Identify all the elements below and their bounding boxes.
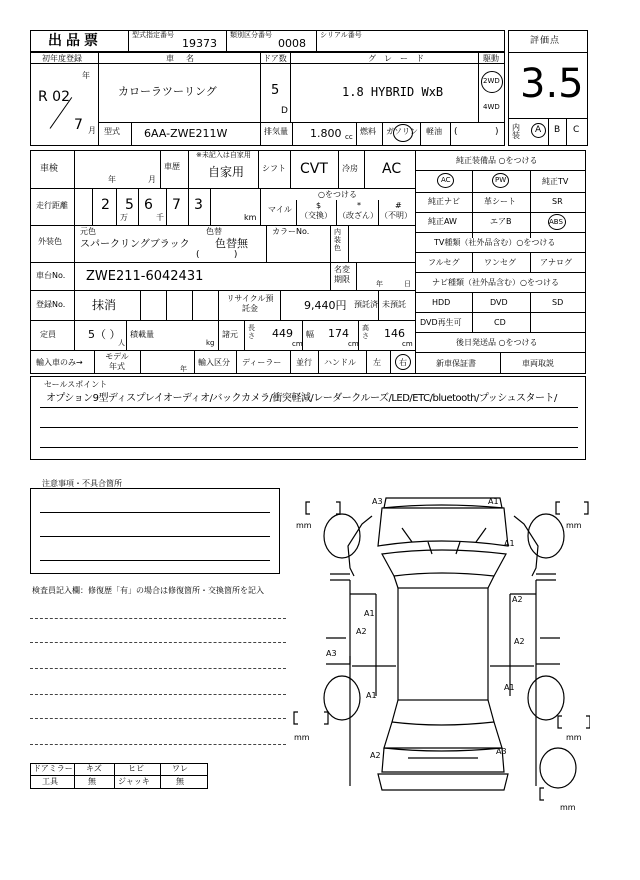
length-cm: cm [292, 340, 303, 348]
mm-spare: mm [560, 803, 576, 812]
width-label: 幅 [306, 330, 314, 339]
length-label: 長さ [248, 324, 255, 340]
type-no: 19373 [182, 37, 217, 50]
dims-label: 諸元 [222, 330, 238, 339]
mm-fr: mm [566, 521, 582, 530]
handle-left: 左 [373, 358, 381, 367]
man-unit: 万 [120, 213, 128, 222]
mileage-digit-3: 6 [144, 197, 153, 213]
registration: 抹消 [92, 298, 117, 312]
mark-a1-right: A1 [504, 539, 515, 548]
history-label: 車歴 [164, 162, 180, 171]
shaken-label: 車検 [40, 164, 59, 174]
equip-tv: 純正TV [542, 177, 569, 186]
fuel-gasoline: ガソリン [386, 127, 418, 136]
tv-title: TV種類（社外品含む）○をつける [434, 238, 556, 247]
left-front-fender [348, 516, 372, 576]
mark-a3-rear: A3 [496, 747, 507, 756]
door-label: ドア数 [263, 54, 287, 63]
fuel-diesel: 軽油 [426, 127, 442, 136]
shift: CVT [300, 161, 328, 177]
front-right-wheel [528, 514, 564, 558]
rear-window [384, 722, 502, 751]
tools-tool-value: 無 [88, 777, 96, 786]
later-manual: 車両取説 [522, 359, 554, 368]
height-cm: cm [402, 340, 413, 348]
fuel-paren-open: ( [454, 127, 458, 137]
drive-label: 駆動 [483, 54, 499, 63]
sen-unit: 千 [156, 213, 164, 222]
width-cm: cm [348, 340, 359, 348]
later-warranty: 新車保証書 [436, 359, 476, 368]
score-label: 評価点 [530, 36, 561, 46]
chassis-label: 車台No. [36, 271, 66, 280]
name-change-year: 年 [376, 280, 383, 288]
tools-jack-value: 無 [176, 777, 184, 786]
caution-frame [30, 488, 280, 574]
displacement: 1.800 [310, 127, 342, 140]
spare-wheel [540, 748, 576, 788]
class-no-label: 類別区分番号 [230, 31, 272, 39]
roof [398, 588, 488, 700]
mile-label: マイル [268, 205, 292, 214]
mark-a1-front: A1 [488, 497, 499, 506]
import-label: 輸入車のみ→ [36, 358, 83, 367]
mark-a2-left-rear: A2 [356, 627, 367, 636]
mileage-digit-5: 3 [194, 197, 203, 213]
rear-left-wheel [324, 676, 360, 720]
handle-right: 右 [399, 358, 407, 367]
model-type: 6AA-ZWE211W [144, 127, 228, 140]
reg-month: 7 [74, 117, 83, 133]
equip-abs: ABS [549, 218, 563, 226]
recycle-amount: 9,440円 [304, 299, 347, 312]
equip-aw: 純正AW [428, 217, 457, 226]
history-note: ※未記入は自家用 [196, 151, 251, 159]
equip-ac: AC [441, 176, 451, 184]
equip-pw: PW [495, 176, 507, 184]
trunk [382, 748, 504, 772]
mileage-digit-4: 7 [172, 197, 181, 213]
hood [378, 505, 508, 546]
exterior-label: 外装色 [38, 237, 62, 246]
name-change-day: 日 [404, 280, 411, 288]
height-label: 高さ [362, 324, 369, 340]
name-change-label: 名変期限 [334, 265, 350, 284]
cool-label: 冷房 [342, 164, 358, 173]
sales-text: オプション9型ディスプレイオーディオ/バックカメラ/衝突軽減/レーダークルーズ/LED/ETC/bluetooth/プッシュスタート/ [46, 393, 557, 404]
drive-4wd: 4WD [483, 103, 500, 111]
exterior-color: スパークリングブラック [80, 239, 190, 250]
tools-head-crack: ヒビ [128, 764, 144, 773]
month-unit: 月 [88, 126, 96, 135]
length: 449 [272, 327, 293, 340]
not-deposited: 未預託 [382, 300, 406, 309]
mileage-digit-2: 5 [125, 197, 134, 213]
capacity: 5（ ） [88, 328, 121, 341]
registration-label: 登録No. [36, 300, 66, 309]
equip-navi: 純正ナビ [428, 197, 460, 206]
reg-era: R 02 [38, 89, 70, 105]
navi-title: ナビ種類（社外品含む）○をつける [432, 278, 559, 287]
class-no: 0008 [278, 37, 306, 50]
door-count: 5 [271, 83, 280, 98]
type-no-label: 型式指定番号 [132, 31, 174, 39]
mark-a2-right-rear: A2 [514, 637, 525, 646]
circle-note: ○をつける [318, 190, 357, 199]
width: 174 [328, 327, 349, 340]
navi-dvdplayer: DVD再生可 [420, 318, 462, 327]
equip-title: 純正装備品 ○をつける [456, 156, 538, 165]
mm-rr: mm [566, 733, 582, 742]
navi-cd: CD [494, 318, 506, 327]
mark-a1-left-door: A1 [364, 609, 375, 618]
windshield [382, 550, 506, 576]
mark-a1-rear-left: A1 [366, 691, 377, 700]
color-unchanged: 色替無 [215, 237, 248, 250]
equip-airbag: エアB [490, 217, 512, 226]
import-class-label: 輸入区分 [198, 358, 230, 367]
first-reg-label: 初年度登録 [42, 54, 82, 63]
unknown-mark: # [395, 201, 402, 210]
grade: 1.8 HYBRID WxB [342, 85, 444, 99]
equip-sr: SR [552, 197, 563, 206]
shift-label: シフト [262, 164, 286, 173]
navi-hdd: HDD [432, 298, 451, 307]
mm-fl: mm [296, 521, 312, 530]
recycle-label: リサイクル預託金 [226, 294, 274, 313]
shaken-year: 年 [108, 175, 116, 184]
km-unit: km [244, 213, 257, 222]
mark-a3-left: A3 [326, 649, 337, 658]
mark-a2-rear: A2 [370, 751, 381, 760]
deposited: 預託済 [354, 300, 378, 309]
rear-bumper [378, 774, 508, 790]
shaken-month: 月 [148, 175, 156, 184]
model-year-label: モデル年式 [105, 352, 129, 371]
navi-sd: SD [552, 298, 564, 307]
tools-head-scratch: キズ [86, 764, 102, 773]
color-no-label: カラーNo. [272, 227, 310, 236]
tv-fullseg: フルセグ [428, 258, 460, 267]
interior-c: C [573, 125, 580, 135]
color-paren: ( ) [196, 250, 238, 260]
height: 146 [384, 327, 405, 340]
grade-label: グレード [368, 54, 432, 63]
equip-leather: 革シート [484, 197, 516, 206]
swap-mark: $ [316, 201, 322, 210]
right-front-fender [514, 516, 538, 576]
inspector-label: 検査員記入欄：修復歴「有」の場合は修復箇所・交換箇所を記入 [32, 586, 264, 595]
mark-a3-front: A3 [372, 497, 383, 506]
tamper-label: （改ざん） [338, 211, 378, 220]
drive-2wd: 2WD [483, 77, 500, 85]
interior-a: A [535, 125, 542, 135]
model-year-unit: 年 [180, 365, 187, 373]
tamper-mark: * [357, 201, 361, 210]
door-d: D [281, 106, 288, 116]
car-damage-diagram [290, 476, 590, 812]
sales-label: セールスポイント [44, 380, 108, 389]
mm-rl: mm [294, 733, 310, 742]
swap-label: （交換） [300, 211, 332, 220]
car-name-label: 車名 [166, 54, 206, 63]
chassis-number: ZWE211-6042431 [86, 269, 204, 284]
fuel-paren-close: ) [495, 127, 499, 137]
interior-b: B [554, 125, 561, 135]
history: 自家用 [208, 165, 245, 179]
navi-dvd: DVD [490, 298, 508, 307]
caution-label: 注意事項・不具合箇所 [42, 479, 122, 488]
orig-color-label: 元色 [80, 227, 96, 236]
color-change-label: 色替 [206, 227, 222, 236]
mark-a1-rear-right: A1 [504, 683, 515, 692]
handle-label: ハンドル [324, 358, 356, 367]
page-title: 出品票 [48, 33, 102, 49]
dealer: ディーラー [242, 358, 282, 367]
later-title: 後日発送品 ○をつける [456, 338, 538, 347]
fuel-label: 燃料 [360, 127, 376, 136]
cc-unit: cc [345, 133, 353, 141]
score-value: 3.5 [520, 61, 584, 107]
tv-analog: アナログ [540, 258, 572, 267]
tools-head-mirror: ドアミラー [33, 764, 73, 773]
serial-label: シリアル番号 [320, 31, 362, 39]
parallel: 並行 [296, 358, 312, 367]
kg-unit: kg [206, 339, 215, 347]
interior-color-label: 内装色 [334, 228, 341, 252]
load-label: 積載量 [130, 330, 154, 339]
mileage-label: 走行距離 [36, 201, 68, 210]
people-unit: 人 [118, 339, 125, 347]
tools-head-break: ワレ [172, 764, 188, 773]
capacity-label: 定員 [40, 330, 56, 339]
cool: AC [382, 161, 402, 177]
year-unit: 年 [82, 71, 90, 80]
tv-oneseg: ワンセグ [484, 258, 516, 267]
tools-tool-label: 工具 [42, 777, 58, 786]
rear-right-wheel [528, 676, 564, 720]
tools-jack-label: ジャッキ [118, 777, 150, 786]
displacement-label: 排気量 [264, 127, 288, 136]
unknown-label: （不明） [380, 211, 412, 220]
mark-a2-right-door: A2 [512, 595, 523, 604]
model-type-label: 型式 [104, 127, 120, 136]
interior-label: 内装 [512, 123, 520, 140]
car-name: カローラツーリング [118, 85, 217, 98]
mileage-digit-1: 2 [101, 197, 110, 213]
